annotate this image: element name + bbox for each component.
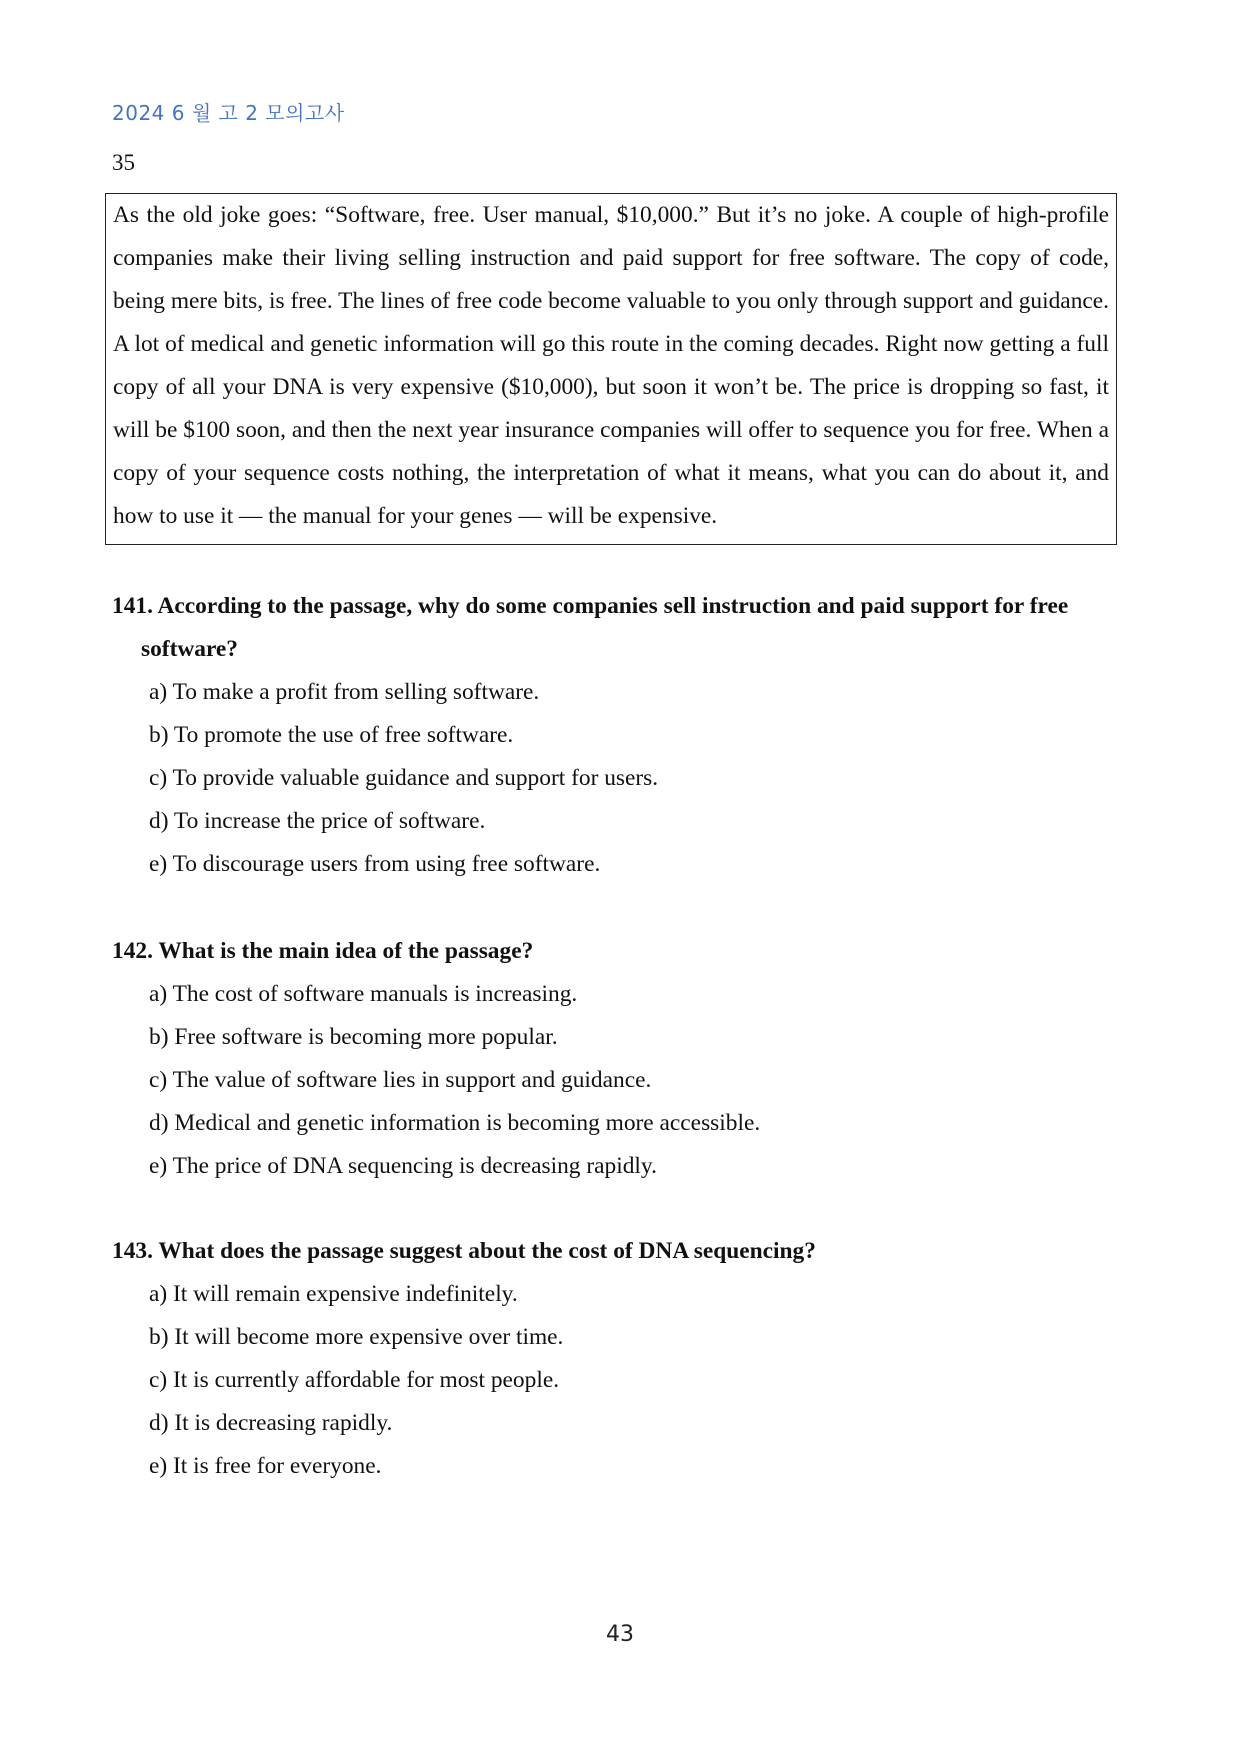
- question-text: 142. What is the main idea of the passage?: [112, 938, 534, 964]
- options-list: [112, 973, 1122, 1188]
- option-e: e) To discourage users from using free software.: [149, 851, 601, 877]
- question-142: [112, 930, 1122, 1188]
- question-141: [112, 585, 1122, 886]
- option-e: e) It is free for everyone.: [149, 1453, 382, 1479]
- option-a: a) To make a profit from selling software.: [149, 679, 540, 705]
- option-e: e) The price of DNA sequencing is decreasing rapidly.: [149, 1153, 657, 1179]
- option-d: d) To increase the price of software.: [149, 808, 486, 834]
- option-c: c) The value of software lies in support and guidance.: [149, 1067, 652, 1093]
- options-list: [112, 671, 1122, 886]
- option-c: c) It is currently affordable for most people.: [149, 1367, 560, 1393]
- option-d: d) Medical and genetic information is becoming more accessible.: [149, 1110, 761, 1136]
- option-c: c) To provide valuable guidance and support for users.: [149, 765, 659, 791]
- page-number: 43: [606, 1622, 634, 1647]
- option-b: b) It will become more expensive over time.: [149, 1324, 564, 1350]
- option-a: a) It will remain expensive indefinitely.: [149, 1281, 518, 1307]
- passage-number: 35: [112, 150, 135, 175]
- question-text: 143. What does the passage suggest about the cost of DNA sequencing?: [112, 1238, 816, 1264]
- exam-title: 2024 6 월 고 2 모의고사: [112, 101, 345, 125]
- option-a: a) The cost of software manuals is increasing.: [149, 981, 578, 1007]
- option-b: b) Free software is becoming more popular.: [149, 1024, 558, 1050]
- question-text: 141. According to the passage, why do some companies sell instruction and paid support for free software?: [112, 593, 1069, 662]
- passage-text: As the old joke goes: “Software, free. User manual, $10,000.” But it’s no joke. A couple of high-profile companies make their living selling instruction and paid support for free software. The copy of code, being mere bits, is free. The lines of free code become valuable to you only through support and guidance. A lot of medical and genetic information will go this route in the coming decades. Right now getting a full copy of all your DNA is very expensive ($10,000), but soon it won’t be. The price is dropping so fast, it will be $100 soon, and then the next year insurance companies will offer to sequence you for free. When a copy of your sequence costs nothing, the interpretation of what it means, what you can do about it, and how to use it — the manual for your genes — will be expensive.: [113, 202, 1109, 529]
- option-d: d) It is decreasing rapidly.: [149, 1410, 393, 1436]
- passage-box: [105, 193, 1117, 545]
- question-143: [112, 1230, 1122, 1488]
- option-b: b) To promote the use of free software.: [149, 722, 514, 748]
- options-list: [112, 1273, 1122, 1488]
